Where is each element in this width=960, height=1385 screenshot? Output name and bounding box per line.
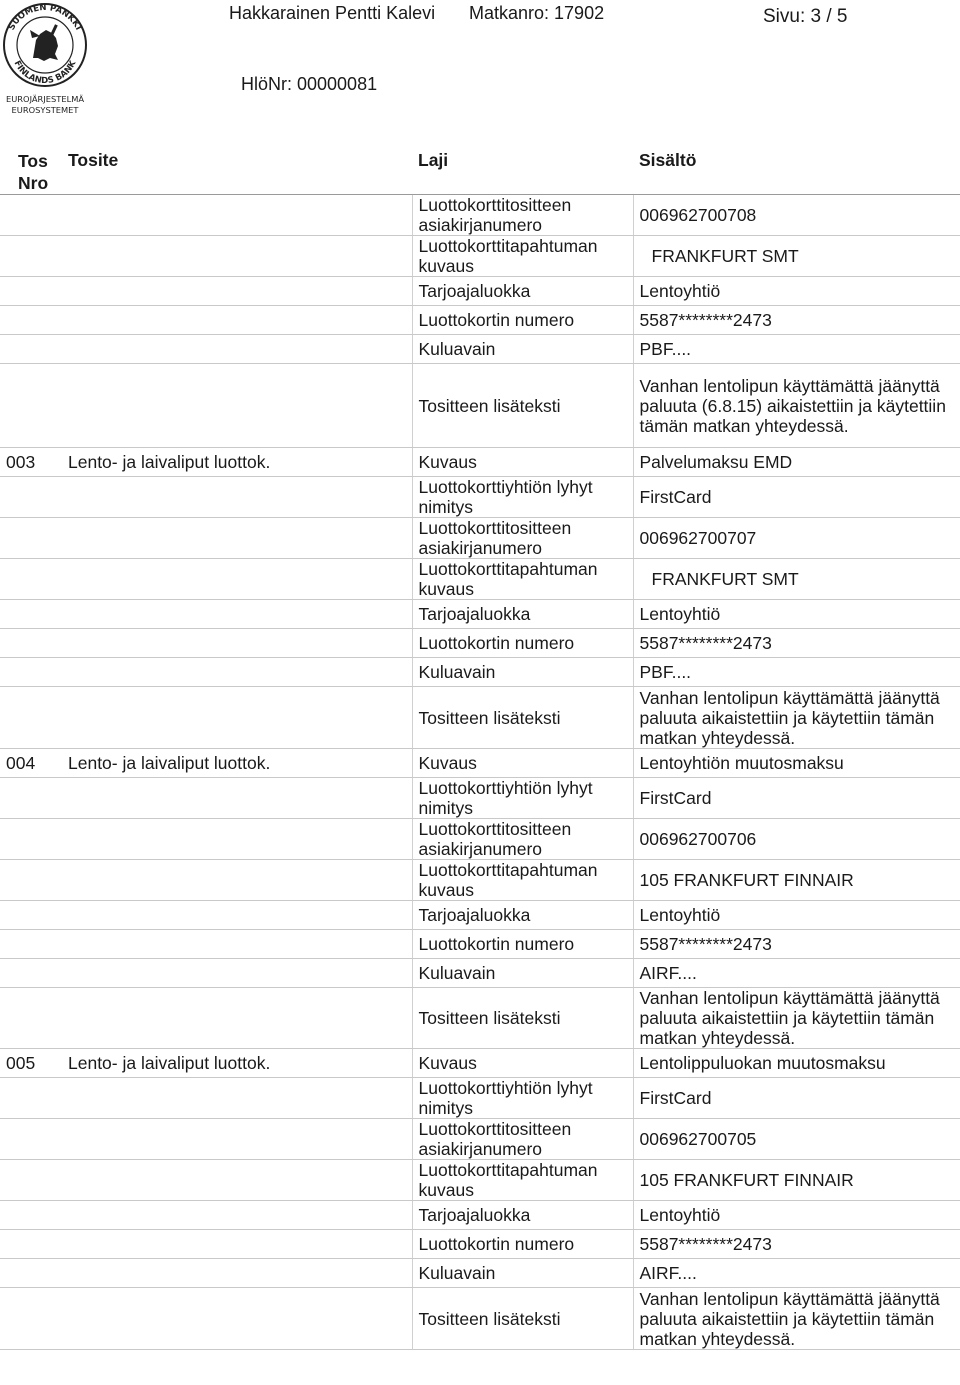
table-row xyxy=(0,1288,960,1350)
row-laji xyxy=(412,364,633,448)
row-laji-text: Luottokorttiyhtiön lyhyt nimitys xyxy=(418,1078,593,1118)
table-row xyxy=(0,1259,960,1288)
row-value xyxy=(633,930,960,959)
row-laji-text: Luottokorttitapahtuman kuvaus xyxy=(418,236,598,276)
row-tos-number xyxy=(0,477,62,518)
row-laji-text: Tositteen lisäteksti xyxy=(418,395,561,416)
logo-text-bottom: FINLANDS BANK xyxy=(11,59,79,87)
table-row xyxy=(0,335,960,364)
row-value-text: 5587********2473 xyxy=(639,310,772,330)
row-tos-number xyxy=(0,629,62,658)
row-value xyxy=(633,959,960,988)
row-laji-text: Luottokorttiyhtiön lyhyt nimitys xyxy=(418,477,593,517)
row-tos-number xyxy=(0,860,62,901)
row-value-text: 006962700708 xyxy=(639,205,757,225)
row-tos-number xyxy=(0,1288,62,1350)
row-value xyxy=(633,559,960,600)
row-value xyxy=(633,364,960,448)
table-row xyxy=(0,1049,960,1078)
row-tos-number xyxy=(0,930,62,959)
page-number: Sivu: 3 / 5 xyxy=(763,6,848,27)
row-value xyxy=(633,1119,960,1160)
row-value xyxy=(633,306,960,335)
table-row xyxy=(0,306,960,335)
row-value-text: FirstCard xyxy=(639,1088,712,1108)
row-tosite xyxy=(62,629,412,658)
row-tos-number xyxy=(0,559,62,600)
col-header-sisalto: Sisältö xyxy=(633,149,960,195)
row-tos-number xyxy=(0,778,62,819)
row-value-text: PBF.... xyxy=(639,662,692,682)
row-value-text: FirstCard xyxy=(639,788,712,808)
row-tos-number xyxy=(0,195,62,236)
table-row xyxy=(0,1201,960,1230)
row-value xyxy=(633,988,960,1049)
row-tosite xyxy=(62,477,412,518)
row-tosite xyxy=(62,658,412,687)
row-value-text: AIRF.... xyxy=(639,963,697,983)
row-tos-number xyxy=(0,448,62,477)
row-laji-text: Kuluavain xyxy=(418,963,496,983)
row-tos-number xyxy=(0,1160,62,1201)
row-laji-text: Kuluavain xyxy=(418,1263,496,1283)
row-tos-number xyxy=(0,687,62,749)
logo-text-eurosystemet: EUROSYSTEMET xyxy=(11,105,79,115)
row-laji xyxy=(412,306,633,335)
row-value-text: 105 FRANKFURT FINNAIR xyxy=(639,870,854,890)
row-value-text: FRANKFURT SMT xyxy=(651,246,799,266)
row-value xyxy=(633,901,960,930)
row-laji xyxy=(412,1288,633,1350)
row-value xyxy=(633,448,960,477)
col-header-tos: Tos Nro xyxy=(0,149,62,195)
row-tos-number xyxy=(0,1119,62,1160)
row-value-text: Lentoyhtiön muutosmaksu xyxy=(639,753,844,773)
row-laji-text: Luottokorttitapahtuman kuvaus xyxy=(418,1160,598,1200)
row-tosite xyxy=(62,901,412,930)
row-value-text: FirstCard xyxy=(639,487,712,507)
row-tosite xyxy=(62,1230,412,1259)
row-value xyxy=(633,860,960,901)
row-tosite xyxy=(62,1119,412,1160)
row-laji xyxy=(412,1119,633,1160)
row-laji-text: Luottokorttiyhtiön lyhyt nimitys xyxy=(418,778,593,818)
table-row xyxy=(0,1160,960,1201)
row-value-text: 105 FRANKFURT FINNAIR xyxy=(639,1170,854,1190)
row-laji xyxy=(412,901,633,930)
row-laji-text: Tarjoajaluokka xyxy=(418,905,531,925)
row-tos-number xyxy=(0,306,62,335)
row-value-text: 5587********2473 xyxy=(639,934,772,954)
row-value xyxy=(633,749,960,778)
row-tosite xyxy=(62,335,412,364)
row-tosite xyxy=(62,236,412,277)
row-laji xyxy=(412,988,633,1049)
row-laji xyxy=(412,277,633,306)
table-row xyxy=(0,600,960,629)
row-tosite xyxy=(62,518,412,559)
row-value xyxy=(633,518,960,559)
row-tos-number xyxy=(0,518,62,559)
row-value-text: Lentolippuluokan muutosmaksu xyxy=(639,1053,886,1073)
row-laji xyxy=(412,236,633,277)
row-tosite xyxy=(62,306,412,335)
table-row xyxy=(0,195,960,236)
bank-logo xyxy=(0,0,90,120)
row-laji-text: Tositteen lisäteksti xyxy=(418,1308,561,1329)
row-value xyxy=(633,819,960,860)
row-tosite xyxy=(62,1201,412,1230)
row-laji xyxy=(412,860,633,901)
row-value-text: Vanhan lentolipun käyttämättä jäänyttä paluuta (6.8.15) aikaistettiin ja käytettiin tämän matkan yhteydessä. xyxy=(639,375,946,436)
row-tosite xyxy=(62,1259,412,1288)
row-tosite xyxy=(62,600,412,629)
table-row xyxy=(0,629,960,658)
row-value-text: Lentoyhtiö xyxy=(639,281,721,301)
row-tos-number xyxy=(0,1230,62,1259)
row-tosite xyxy=(62,930,412,959)
col-header-tosite: Tosite xyxy=(62,149,412,195)
row-tosite xyxy=(62,364,412,448)
row-laji xyxy=(412,658,633,687)
row-value xyxy=(633,629,960,658)
table-row xyxy=(0,687,960,749)
row-laji-text: Kuvaus xyxy=(418,753,477,773)
row-tosite xyxy=(62,819,412,860)
row-tos-number xyxy=(0,236,62,277)
row-laji-text: Tarjoajaluokka xyxy=(418,1205,531,1225)
row-tosite xyxy=(62,1160,412,1201)
row-laji xyxy=(412,1160,633,1201)
row-tosite xyxy=(62,559,412,600)
row-value xyxy=(633,687,960,749)
row-value xyxy=(633,1259,960,1288)
row-laji-text: Luottokorttitapahtuman kuvaus xyxy=(418,860,598,900)
row-laji xyxy=(412,477,633,518)
row-value xyxy=(633,658,960,687)
row-tosite xyxy=(62,448,412,477)
row-value-text: Palvelumaksu EMD xyxy=(639,452,793,472)
row-tos-number xyxy=(0,658,62,687)
row-laji xyxy=(412,687,633,749)
row-laji-text: Tarjoajaluokka xyxy=(418,604,531,624)
row-value xyxy=(633,778,960,819)
table-row xyxy=(0,448,960,477)
trip-number: Matkanro: 17902 xyxy=(469,3,605,23)
row-value-text: 006962700707 xyxy=(639,528,757,548)
row-value-text: Vanhan lentolipun käyttämättä jäänyttä paluuta aikaistettiin ja käytettiin tämän matkan yhteydessä. xyxy=(639,687,940,748)
person-number: HlöNr: 00000081 xyxy=(241,74,378,94)
row-tosite xyxy=(62,1049,412,1078)
row-laji xyxy=(412,930,633,959)
row-value-text: Lentoyhtiö xyxy=(639,604,721,624)
row-laji xyxy=(412,1049,633,1078)
row-value-text: FRANKFURT SMT xyxy=(651,569,799,589)
row-laji-text: Luottokortin numero xyxy=(418,934,575,954)
row-tos-number xyxy=(0,364,62,448)
row-laji-text: Tositteen lisäteksti xyxy=(418,707,561,728)
row-tosite xyxy=(62,778,412,819)
row-laji-text: Tositteen lisäteksti xyxy=(418,1008,561,1028)
row-tosite xyxy=(62,749,412,778)
logo-text-eurojarjestelma: EUROJÄRJESTELMÄ xyxy=(5,94,85,104)
row-laji xyxy=(412,600,633,629)
receipt-table xyxy=(0,149,960,1350)
row-tosite-text: Lento- ja laivaliput luottok. xyxy=(68,1053,271,1073)
row-tosite-text: Lento- ja laivaliput luottok. xyxy=(68,452,271,472)
row-tos-number xyxy=(0,1259,62,1288)
row-laji-text: Luottokortin numero xyxy=(418,633,575,653)
row-laji-text: Luottokortin numero xyxy=(418,1234,575,1254)
row-value xyxy=(633,1078,960,1119)
row-value-text: PBF.... xyxy=(639,339,692,359)
table-row xyxy=(0,277,960,306)
row-laji xyxy=(412,629,633,658)
row-value xyxy=(633,277,960,306)
row-value xyxy=(633,1288,960,1350)
row-laji-text: Luottokortin numero xyxy=(418,310,575,330)
row-tosite xyxy=(62,195,412,236)
table-row xyxy=(0,778,960,819)
row-tos-number xyxy=(0,959,62,988)
row-tos-number-text: 004 xyxy=(6,753,36,773)
row-laji xyxy=(412,1259,633,1288)
row-laji xyxy=(412,819,633,860)
row-value xyxy=(633,335,960,364)
row-value xyxy=(633,236,960,277)
row-value-text: Vanhan lentolipun käyttämättä jäänyttä paluuta aikaistettiin ja käytettiin tämän matkan yhteydessä. xyxy=(639,988,940,1048)
row-laji xyxy=(412,195,633,236)
row-tos-number-text: 005 xyxy=(6,1053,36,1073)
row-tos-number xyxy=(0,819,62,860)
row-tos-number xyxy=(0,749,62,778)
row-laji-text: Luottokorttitositteen asiakirjanumero xyxy=(418,195,572,235)
row-tosite xyxy=(62,988,412,1049)
table-header-row xyxy=(0,149,960,195)
row-value xyxy=(633,1160,960,1201)
logo-text-top: SUOMEN PANKKI xyxy=(6,2,84,33)
row-tosite xyxy=(62,959,412,988)
row-laji xyxy=(412,778,633,819)
row-laji xyxy=(412,1078,633,1119)
table-row xyxy=(0,959,960,988)
row-value xyxy=(633,1049,960,1078)
row-value-text: 5587********2473 xyxy=(639,1234,772,1254)
row-laji-text: Kuvaus xyxy=(418,452,477,472)
table-row xyxy=(0,1078,960,1119)
row-laji xyxy=(412,335,633,364)
row-tosite xyxy=(62,687,412,749)
row-laji xyxy=(412,559,633,600)
row-laji-text: Tarjoajaluokka xyxy=(418,281,531,301)
table-row xyxy=(0,819,960,860)
row-laji-text: Luottokorttitositteen asiakirjanumero xyxy=(418,518,572,558)
row-tosite xyxy=(62,1288,412,1350)
table-row xyxy=(0,988,960,1049)
row-value-text: Lentoyhtiö xyxy=(639,1205,721,1225)
row-value xyxy=(633,1201,960,1230)
table-row xyxy=(0,901,960,930)
table-row xyxy=(0,559,960,600)
row-laji-text: Luottokorttitapahtuman kuvaus xyxy=(418,559,598,599)
row-value-text: 006962700706 xyxy=(639,829,757,849)
row-tos-number xyxy=(0,988,62,1049)
row-value-text: 006962700705 xyxy=(639,1129,757,1149)
col-header-laji: Laji xyxy=(412,149,633,195)
table-row xyxy=(0,477,960,518)
table-row xyxy=(0,658,960,687)
row-value-text: AIRF.... xyxy=(639,1263,697,1283)
row-tos-number xyxy=(0,1078,62,1119)
table-row xyxy=(0,1230,960,1259)
row-tos-number-text: 003 xyxy=(6,452,36,472)
row-laji-text: Luottokorttitositteen asiakirjanumero xyxy=(418,1119,572,1159)
table-row xyxy=(0,518,960,559)
row-value-text: Vanhan lentolipun käyttämättä jäänyttä paluuta aikaistettiin ja käytettiin tämän matkan yhteydessä. xyxy=(639,1288,940,1349)
row-laji xyxy=(412,518,633,559)
row-value xyxy=(633,600,960,629)
row-value xyxy=(633,195,960,236)
row-tos-number xyxy=(0,1049,62,1078)
row-tosite-text: Lento- ja laivaliput luottok. xyxy=(68,753,271,773)
row-laji xyxy=(412,1230,633,1259)
row-value-text: Lentoyhtiö xyxy=(639,905,721,925)
row-tosite xyxy=(62,1078,412,1119)
table-row xyxy=(0,860,960,901)
row-tos-number xyxy=(0,1201,62,1230)
row-tos-number xyxy=(0,335,62,364)
table-row xyxy=(0,930,960,959)
row-value xyxy=(633,1230,960,1259)
row-value-text: 5587********2473 xyxy=(639,633,772,653)
table-row xyxy=(0,236,960,277)
row-tosite xyxy=(62,277,412,306)
row-laji-text: Kuluavain xyxy=(418,339,496,359)
table-row xyxy=(0,749,960,778)
row-laji-text: Kuvaus xyxy=(418,1053,477,1073)
table-row xyxy=(0,364,960,448)
row-laji-text: Kuluavain xyxy=(418,662,496,682)
lion-emblem xyxy=(30,24,58,61)
row-tos-number xyxy=(0,277,62,306)
row-laji xyxy=(412,448,633,477)
row-tos-number xyxy=(0,600,62,629)
employee-name: Hakkarainen Pentti Kalevi xyxy=(229,3,436,23)
row-laji-text: Luottokorttitositteen asiakirjanumero xyxy=(418,819,572,859)
row-laji xyxy=(412,1201,633,1230)
table-row xyxy=(0,1119,960,1160)
row-laji xyxy=(412,959,633,988)
row-laji xyxy=(412,749,633,778)
row-tos-number xyxy=(0,901,62,930)
row-value xyxy=(633,477,960,518)
row-tosite xyxy=(62,860,412,901)
